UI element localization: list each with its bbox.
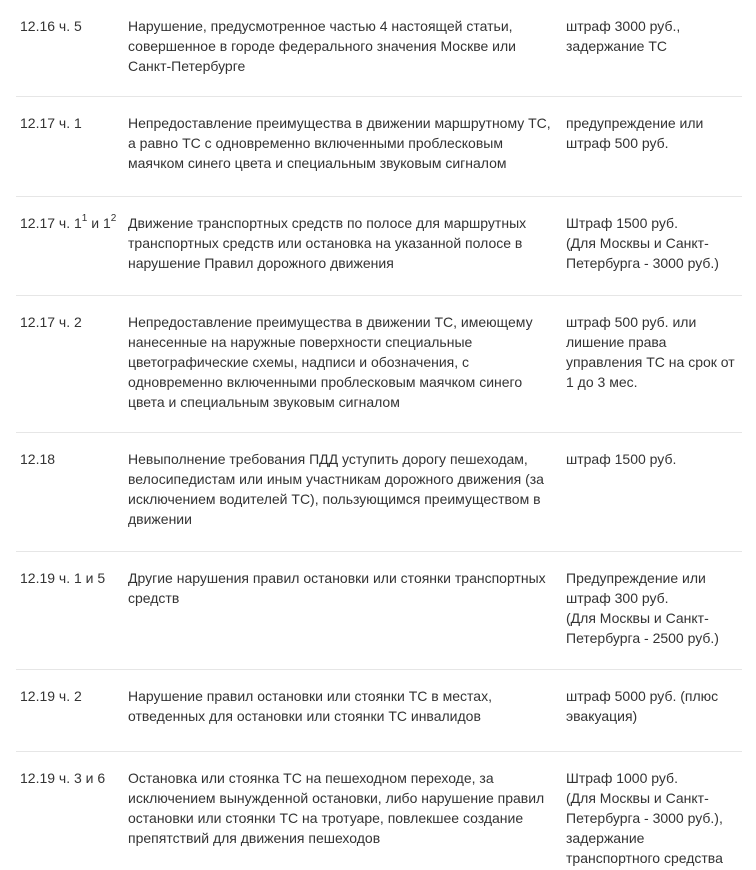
- description-line: Непредоставление преимущества в движении маршрутному ТС,: [128, 115, 551, 131]
- article-join: и 1: [87, 215, 111, 231]
- penalty-line: транспортного средства: [566, 850, 723, 866]
- article-number: 12.17 ч. 1: [20, 115, 82, 131]
- penalty-line: Петербурга - 2500 руб.): [566, 630, 719, 646]
- penalty-line: (Для Москвы и Санкт-: [566, 790, 709, 806]
- table-row: [16, 752, 742, 870]
- penalty-line: Штраф 1500 руб.: [566, 215, 678, 231]
- penalty-cell: [566, 768, 742, 868]
- article-cell: [20, 686, 120, 706]
- table-row: [16, 97, 742, 197]
- article-cell: [20, 449, 120, 469]
- description-line: отведенных для остановки или стоянки ТС инвалидов: [128, 708, 481, 724]
- article-number: 12.16 ч. 5: [20, 18, 82, 34]
- description-line: транспортных средств или остановка на указанной полосе в: [128, 235, 523, 251]
- description-line: Другие нарушения правил остановки или стоянки транспортных: [128, 570, 546, 586]
- article-base: 12.17 ч. 1: [20, 215, 82, 231]
- penalty-line: штраф 3000 руб.,: [566, 18, 681, 34]
- description-line: препятствий для движения пешеходов: [128, 830, 381, 846]
- penalty-line: Предупреждение или: [566, 570, 706, 586]
- article-number: 12.18: [20, 451, 56, 467]
- description-line: Санкт-Петербурге: [128, 58, 246, 74]
- penalty-line: (Для Москвы и Санкт-: [566, 235, 709, 251]
- description-line: цвета и специальным звуковым сигналом: [128, 394, 400, 410]
- penalty-cell: [566, 113, 742, 153]
- penalty-line: управления ТС на срок от: [566, 354, 735, 370]
- article-number: 12.19 ч. 1 и 5: [20, 570, 106, 586]
- description-line: нанесенные на наружные поверхности специальные: [128, 334, 473, 350]
- penalty-line: (Для Москвы и Санкт-: [566, 610, 709, 626]
- description-line: цветографические схемы, надписи и обозначения, с: [128, 354, 470, 370]
- penalty-cell: [566, 312, 742, 392]
- description-line: Движение транспортных средств по полосе для маршрутных: [128, 215, 527, 231]
- description-line: нарушение Правил дорожного движения: [128, 255, 394, 271]
- penalty-line: штраф 500 руб.: [566, 135, 669, 151]
- description-cell: [128, 213, 556, 273]
- description-line: маячком синего цвета и специальным звуковым сигналом: [128, 155, 507, 171]
- article-cell: [20, 16, 120, 36]
- penalty-line: штраф 300 руб.: [566, 590, 669, 606]
- penalty-line: штраф 5000 руб. (плюс: [566, 688, 719, 704]
- penalty-line: предупреждение или: [566, 115, 704, 131]
- article-cell: [20, 312, 120, 332]
- penalty-cell: [566, 568, 742, 648]
- violations-table: [16, 0, 742, 870]
- penalty-line: Петербурга - 3000 руб.): [566, 255, 719, 271]
- description-cell: [128, 312, 556, 412]
- description-line: средств: [128, 590, 180, 606]
- penalty-line: штраф 1500 руб.: [566, 451, 677, 467]
- article-cell: [20, 568, 120, 588]
- article-number: [20, 213, 120, 233]
- description-line: движении: [128, 511, 192, 527]
- description-line: Непредоставление преимущества в движении ТС, имеющему: [128, 314, 533, 330]
- description-cell: [128, 768, 556, 848]
- description-line: Невыполнение требования ПДД уступить дорогу пешеходам,: [128, 451, 528, 467]
- penalty-line: задержание: [566, 830, 645, 846]
- penalty-line: штраф 500 руб. или: [566, 314, 697, 330]
- article-sup: 1: [81, 213, 88, 225]
- description-line: а равно ТС с одновременно включенными проблесковым: [128, 135, 503, 151]
- table-row: [16, 197, 742, 296]
- table-row: [16, 552, 742, 670]
- article-number: 12.17 ч. 2: [20, 314, 82, 330]
- description-cell: [128, 113, 556, 173]
- description-cell: [128, 568, 556, 608]
- description-line: исключением водителей ТС), пользующимся преимуществом в: [128, 491, 541, 507]
- penalty-line: эвакуация): [566, 708, 638, 724]
- description-line: остановки или стоянки ТС на тротуаре, повлекшее создание: [128, 810, 524, 826]
- article-cell: [20, 213, 120, 233]
- penalty-cell: [566, 686, 742, 726]
- description-cell: [128, 16, 556, 76]
- description-line: совершенное в городе федерального значения Москве или: [128, 38, 516, 54]
- description-line: Остановка или стоянка ТС на пешеходном переходе, за: [128, 770, 494, 786]
- article-cell: [20, 768, 120, 788]
- penalty-cell: [566, 449, 742, 469]
- article-number: 12.19 ч. 3 и 6: [20, 770, 106, 786]
- description-line: велосипедистам или иным участникам дорожного движения (за: [128, 471, 544, 487]
- article-sup: 2: [110, 213, 117, 225]
- penalty-line: 1 до 3 мес.: [566, 374, 638, 390]
- table-row: [16, 0, 742, 97]
- table-row: [16, 670, 742, 752]
- description-cell: [128, 449, 556, 529]
- penalty-line: Петербурга - 3000 руб.),: [566, 810, 723, 826]
- description-line: исключением вынужденной остановки, либо нарушение правил: [128, 790, 545, 806]
- article-cell: [20, 113, 120, 133]
- table-row: [16, 433, 742, 552]
- table-row: [16, 296, 742, 433]
- penalty-line: Штраф 1000 руб.: [566, 770, 678, 786]
- description-line: Нарушение правил остановки или стоянки ТС в местах,: [128, 688, 492, 704]
- article-number: 12.19 ч. 2: [20, 688, 82, 704]
- description-line: одновременно включенными проблесковым маячком синего: [128, 374, 523, 390]
- penalty-cell: [566, 16, 742, 56]
- penalty-line: лишение права: [566, 334, 667, 350]
- description-line: Нарушение, предусмотренное частью 4 настоящей статьи,: [128, 18, 513, 34]
- penalty-cell: [566, 213, 742, 273]
- penalty-line: задержание ТС: [566, 38, 667, 54]
- description-cell: [128, 686, 556, 726]
